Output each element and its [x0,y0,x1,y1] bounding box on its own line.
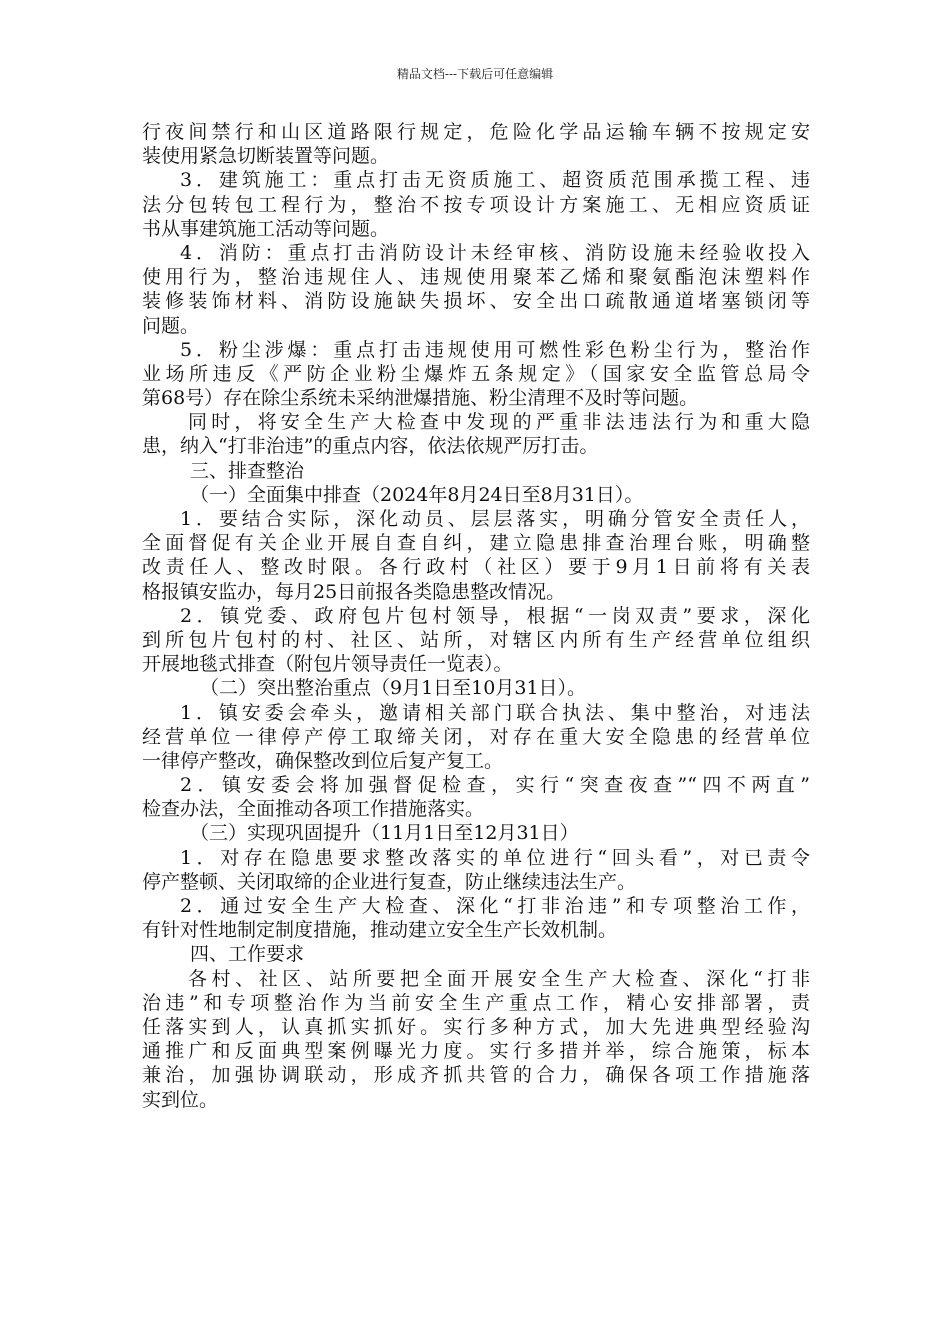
page-header: 精品文档---下载后可任意编辑 [396,67,554,81]
text-line: 同时，将安全生产大检查中发现的严重非法违法行为和重大隐 [188,411,810,434]
text-line: 2．通过安全生产大检查、深化“打非治违”和专项整治工作， [180,895,810,917]
text-line: 通推广和反面典型案例曝光力度。实行多措并举，综合施策，标本 [142,1040,810,1063]
subsection-heading: （三）实现巩固提升（11月1日至12月31日） [190,822,579,845]
text-line: 2．镇安委会将加强督促检查，实行“突查夜查”“四不两直” [180,774,810,797]
text-line: 改责任人、整改时限。各行政村（社区）要于9月1日前将有关表 [142,556,810,579]
text-line: 1．对存在隐患要求整改落实的单位进行“回头看”，对已责令 [180,846,810,869]
text-line: 书从事建筑施工活动等问题。 [142,217,390,240]
text-line: 治违”和专项整治作为当前安全生产重点工作，精心安排部署，责 [142,991,810,1014]
text-line: 各村、社区、站所要把全面开展安全生产大检查、深化“打非 [188,967,810,990]
section-heading: 四、工作要求 [190,943,305,966]
text-line: 格报镇安监办，每月25日前报各类隐患整改情况。 [142,580,566,603]
text-line: 任落实到人，认真抓实抓好。实行多种方式，加大先进典型经验沟 [142,1015,810,1038]
text-line: 问题。 [142,314,200,337]
text-line: 有针对性地制定制度措施，推动建立安全生产长效机制。 [142,919,618,942]
text-line: 1．镇安委会牵头，邀请相关部门联合执法、集中整治，对违法 [180,701,810,724]
text-line: 1．要结合实际，深化动员、层层落实，明确分管安全责任人， [180,508,810,530]
text-line: 业场所违反《严防企业粉尘爆炸五条规定》（国家安全监管总局令 [142,362,810,385]
text-line: 全面督促有关企业开展自查自纠，建立隐患排查治理台账，明确整 [142,532,810,555]
subsection-heading: （一）全面集中排查（2024年8月24日至8月31日）。 [190,483,644,506]
subsection-heading: （二）突出整治重点（9月1日至10月31日）。 [200,677,587,700]
text-line: 实到位。 [142,1088,219,1111]
text-line: 使用行为，整治违规住人、违规使用聚苯乙烯和聚氨酯泡沫塑料作 [142,266,810,289]
text-line: 经营单位一律停产停工取缔关闭，对存在重大安全隐患的经营单位 [142,725,810,748]
text-line: 停产整顿、关闭取缔的企业进行复查，防止继续违法生产。 [142,870,637,893]
text-line: 兼治，加强协调联动，形成齐抓共管的合力，确保各项工作措施落 [142,1064,810,1087]
text-line: 3．建筑施工：重点打击无资质施工、超资质范围承揽工程、违 [180,169,810,192]
text-line: 患，纳入“打非治违”的重点内容，依法依规严厉打击。 [142,435,599,458]
text-line: 装使用紧急切断装置等问题。 [142,145,390,168]
text-line: 2．镇党委、政府包片包村领导，根据“一岗双责”要求，深化 [180,604,810,627]
text-line: 行夜间禁行和山区道路限行规定，危险化学品运输车辆不按规定安 [142,121,810,143]
text-line: 开展地毯式排查（附包片领导责任一览表）。 [142,653,513,676]
document-body [142,120,810,1112]
text-line: 装修装饰材料、消防设施缺失损坏、安全出口疏散通道堵塞锁闭等 [142,290,810,313]
text-line: 到所包片包村的村、社区、站所，对辖区内所有生产经营单位组织 [142,628,810,651]
text-line: 检查办法，全面推动各项工作措施落实。 [142,798,485,821]
text-line: 第68号）存在除尘系统未采纳泄爆措施、粉尘清理不及时等问题。 [142,387,699,410]
text-line: 4．消防：重点打击消防设计未经审核、消防设施未经验收投入 [180,241,810,264]
text-line: 5．粉尘涉爆：重点打击违规使用可燃性彩色粉尘行为，整治作 [180,338,810,361]
section-heading: 三、排查整治 [190,459,305,482]
text-line: 一律停产整改，确保整改到位后复产复工。 [142,749,504,772]
text-line: 法分包转包工程行为，整治不按专项设计方案施工、无相应资质证 [142,193,810,216]
